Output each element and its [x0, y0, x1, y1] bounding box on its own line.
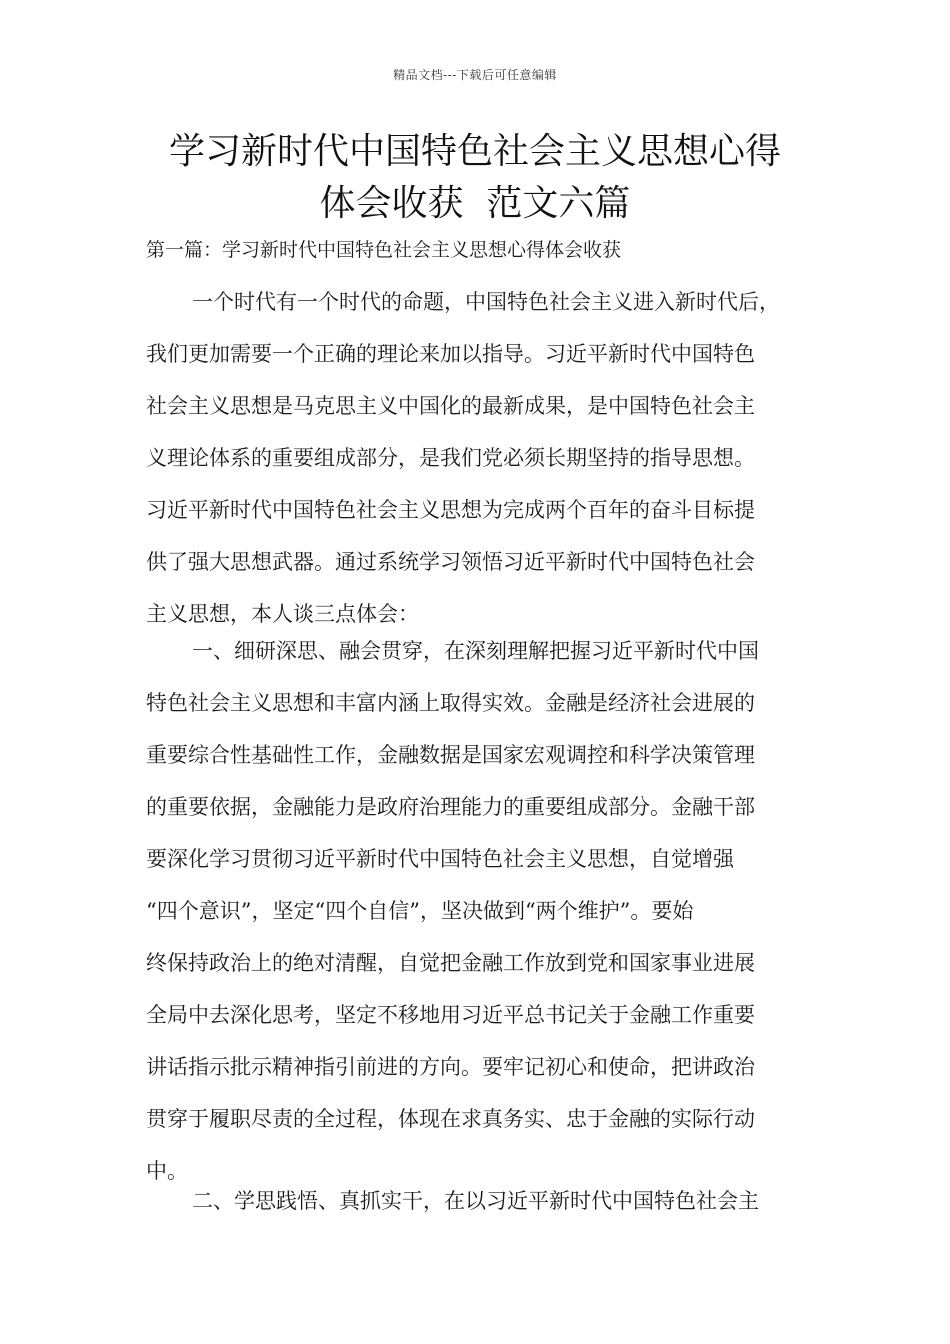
paragraph-line: 义理论体系的重要组成部分，是我们党必须长期坚持的指导思想。 — [146, 446, 755, 470]
header-note: 精品文档---下载后可任意编辑 — [393, 68, 557, 82]
title-line-1: 学习新时代中国特色社会主义思想心得 — [168, 131, 781, 172]
paragraph-line: 要深化学习贯彻习近平新时代中国特色社会主义思想，自觉增强 — [146, 847, 734, 871]
section-heading: 第一篇：学习新时代中国特色社会主义思想心得体会收获 — [146, 239, 622, 261]
paragraph-line: 重要综合性基础性工作，金融数据是国家宏观调控和科学决策管理 — [146, 743, 755, 767]
paragraph-line: 二、学思践悟、真抓实干，在以习近平新时代中国特色社会主 — [192, 1189, 759, 1213]
paragraph-line: 社会主义思想是马克思主义中国化的最新成果，是中国特色社会主 — [146, 394, 755, 418]
paragraph-line: 贯穿于履职尽责的全过程，体现在求真务实、忠于金融的实际行动 — [146, 1107, 755, 1131]
paragraph-line: 特色社会主义思想和丰富内涵上取得实效。金融是经济社会进展的 — [146, 691, 755, 715]
paragraph-line: 中。 — [146, 1159, 188, 1183]
paragraph-1 — [146, 276, 818, 640]
title-line-2: 体会收获 范文六篇 — [319, 183, 631, 224]
paragraph-line: 讲话指示批示精神指引前进的方向。要牢记初心和使命，把讲政治 — [146, 1055, 755, 1079]
paragraph-line: “四个意识”，坚定“四个自信”，坚决做到“两个维护”。要始 — [146, 899, 694, 923]
paragraph-line: 一、细研深思、融会贯穿，在深刻理解把握习近平新时代中国 — [192, 639, 759, 663]
paragraph-line: 终保持政治上的绝对清醒，自觉把金融工作放到党和国家事业进展 — [146, 951, 755, 975]
document-title — [100, 126, 850, 230]
paragraph-2 — [146, 625, 818, 1197]
paragraph-line: 的重要依据，金融能力是政府治理能力的重要组成部分。金融干部 — [146, 795, 755, 819]
paragraph-line: 一个时代有一个时代的命题，中国特色社会主义进入新时代后， — [192, 290, 780, 314]
paragraph-line: 我们更加需要一个正确的理论来加以指导。习近平新时代中国特色 — [146, 342, 755, 366]
paragraph-line: 供了强大思想武器。通过系统学习领悟习近平新时代中国特色社会 — [146, 550, 755, 574]
paragraph-line: 习近平新时代中国特色社会主义思想为完成两个百年的奋斗目标提 — [146, 498, 755, 522]
paragraph-3 — [146, 1175, 818, 1227]
paragraph-line: 全局中去深化思考，坚定不移地用习近平总书记关于金融工作重要 — [146, 1003, 755, 1027]
paragraph-line: 主义思想，本人谈三点体会： — [146, 602, 419, 626]
